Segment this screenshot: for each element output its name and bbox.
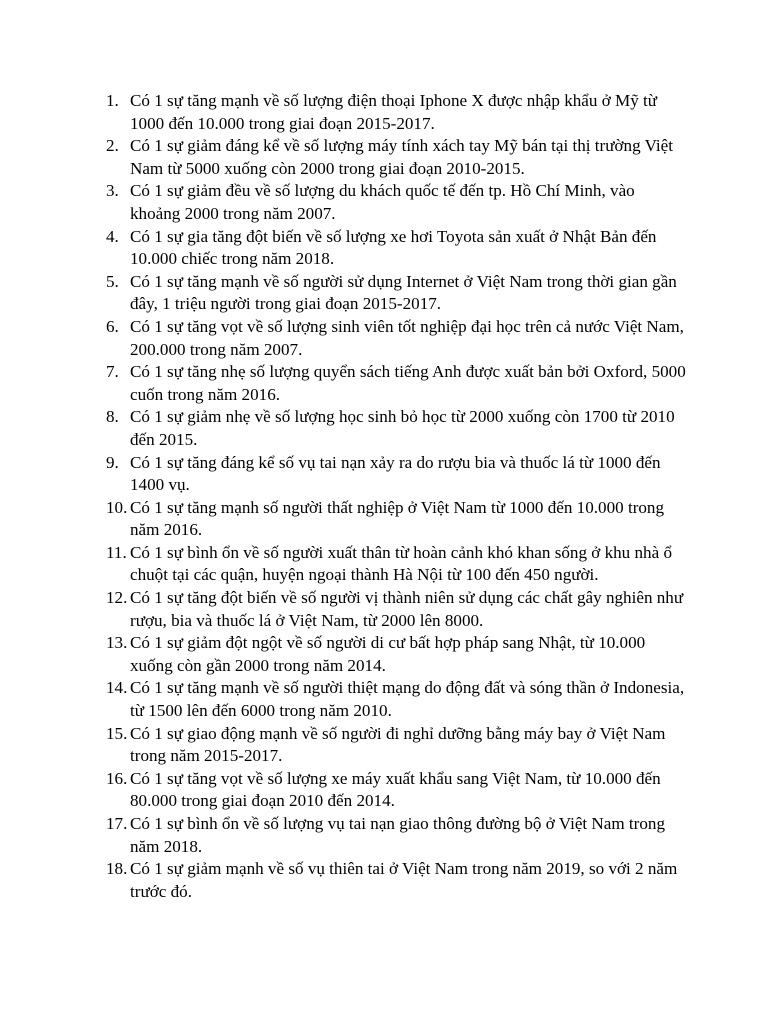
list-item [106, 316, 686, 361]
list-item-number: 2. [106, 136, 119, 156]
list-item-number: 11. [106, 542, 127, 562]
numbered-list [106, 90, 686, 903]
list-item-number: 17. [106, 814, 128, 833]
list-item-text: Có 1 sự tăng mạnh về số lượng điện thoại Iphone X được nhập khẩu ở Mỹ từ 1000 đến 10.000 trong giai đoạn 2015-2017. [130, 91, 658, 133]
list-item [106, 226, 686, 271]
list-item-text: Có 1 sự tăng mạnh về số người thiệt mạng do động đất và sóng thần ở Indonesia, từ 1500 lên đến 6000 trong năm 2010. [130, 678, 685, 721]
list-item [106, 723, 686, 768]
list-item-number: 3. [106, 181, 119, 201]
list-item-number: 5. [106, 271, 119, 291]
list-item-text: Có 1 sự giảm nhẹ về số lượng học sinh bỏ học từ 2000 xuống còn 1700 từ 2010 đến 2015. [130, 407, 675, 449]
list-item-number: 4. [106, 226, 119, 246]
list-item-number: 7. [106, 362, 119, 382]
list-item [106, 271, 686, 316]
list-item-text: Có 1 sự bình ổn về số người xuất thân từ hoàn cảnh khó khan sống ở khu nhà ổ chuột tại các quận, huyện ngoại thành Hà Nội từ 100 đến 450 người. [130, 542, 673, 585]
list-item-number: 13. [106, 633, 128, 653]
list-item-number: 1. [106, 91, 119, 110]
list-item-number: 18. [106, 859, 128, 879]
list-item-text: Có 1 sự tăng vọt về số lượng sinh viên tốt nghiệp đại học trên cả nước Việt Nam, 200.000 trong năm 2007. [130, 316, 684, 359]
list-item-text: Có 1 sự tăng vọt về số lượng xe máy xuất khẩu sang Việt Nam, từ 10.000 đến 80.000 trong giai đoạn 2010 đến 2014. [130, 768, 661, 811]
list-item-text: Có 1 sự giao động mạnh về số người đi nghỉ dưỡng bằng máy bay ở Việt Nam trong năm 2015-2017. [130, 723, 666, 766]
list-item-text: Có 1 sự gia tăng đột biến về số lượng xe hơi Toyota sản xuất ở Nhật Bản đến 10.000 chiếc trong năm 2018. [130, 226, 657, 269]
list-item-number: 16. [106, 768, 128, 788]
list-item-text: Có 1 sự giảm mạnh về số vụ thiên tai ở Việt Nam trong năm 2019, so với 2 năm trước đó. [130, 859, 678, 901]
list-item [106, 768, 686, 813]
list-item [106, 542, 686, 587]
list-item [106, 858, 686, 903]
list-item [106, 90, 686, 135]
list-item [106, 135, 686, 180]
list-item [106, 677, 686, 722]
list-item [106, 361, 686, 406]
list-item-text: Có 1 sự tăng mạnh số người thất nghiệp ở Việt Nam từ 1000 đến 10.000 trong năm 2016. [130, 497, 665, 540]
list-item [106, 497, 686, 542]
list-item-number: 9. [106, 452, 119, 472]
list-item-text: Có 1 sự tăng mạnh về số người sử dụng Internet ở Việt Nam trong thời gian gần đây, 1 triệu người trong giai đoạn 2015-2017. [130, 271, 677, 314]
list-item-number: 12. [106, 588, 128, 608]
list-item-text: Có 1 sự tăng đáng kể số vụ tai nạn xảy ra do rượu bia và thuốc lá từ 1000 đến 1400 vụ. [130, 452, 661, 495]
list-item [106, 587, 686, 632]
list-item-text: Có 1 sự giảm đáng kể về số lượng máy tính xách tay Mỹ bán tại thị trường Việt Nam từ 5000 xuống còn 2000 trong giai đoạn 2010-2015. [130, 136, 674, 178]
list-item-number: 14. [106, 678, 128, 698]
list-item [106, 180, 686, 225]
list-item-text: Có 1 sự giảm đột ngột về số người di cư bất hợp pháp sang Nhật, từ 10.000 xuống còn gần 2000 trong năm 2014. [130, 633, 646, 675]
list-item-text: Có 1 sự giảm đều về số lượng du khách quốc tế đến tp. Hồ Chí Minh, vào khoảng 2000 trong năm 2007. [130, 181, 635, 223]
list-item [106, 406, 686, 451]
list-item-number: 10. [106, 497, 128, 517]
list-item-text: Có 1 sự tăng nhẹ số lượng quyển sách tiếng Anh được xuất bản bởi Oxford, 5000 cuốn trong năm 2016. [130, 362, 686, 404]
list-item-text: Có 1 sự bình ổn về số lượng vụ tai nạn giao thông đường bộ ở Việt Nam trong năm 2018. [130, 814, 666, 856]
list-item [106, 813, 686, 858]
list-item-number: 8. [106, 407, 119, 427]
list-item [106, 452, 686, 497]
list-item [106, 632, 686, 677]
list-item-number: 15. [106, 723, 128, 743]
list-item-text: Có 1 sự tăng đột biến về số người vị thành niên sử dụng các chất gây nghiên như rượu, bia và thuốc lá ở Việt Nam, từ 2000 lên 8000. [130, 588, 684, 630]
list-item-number: 6. [106, 316, 119, 336]
